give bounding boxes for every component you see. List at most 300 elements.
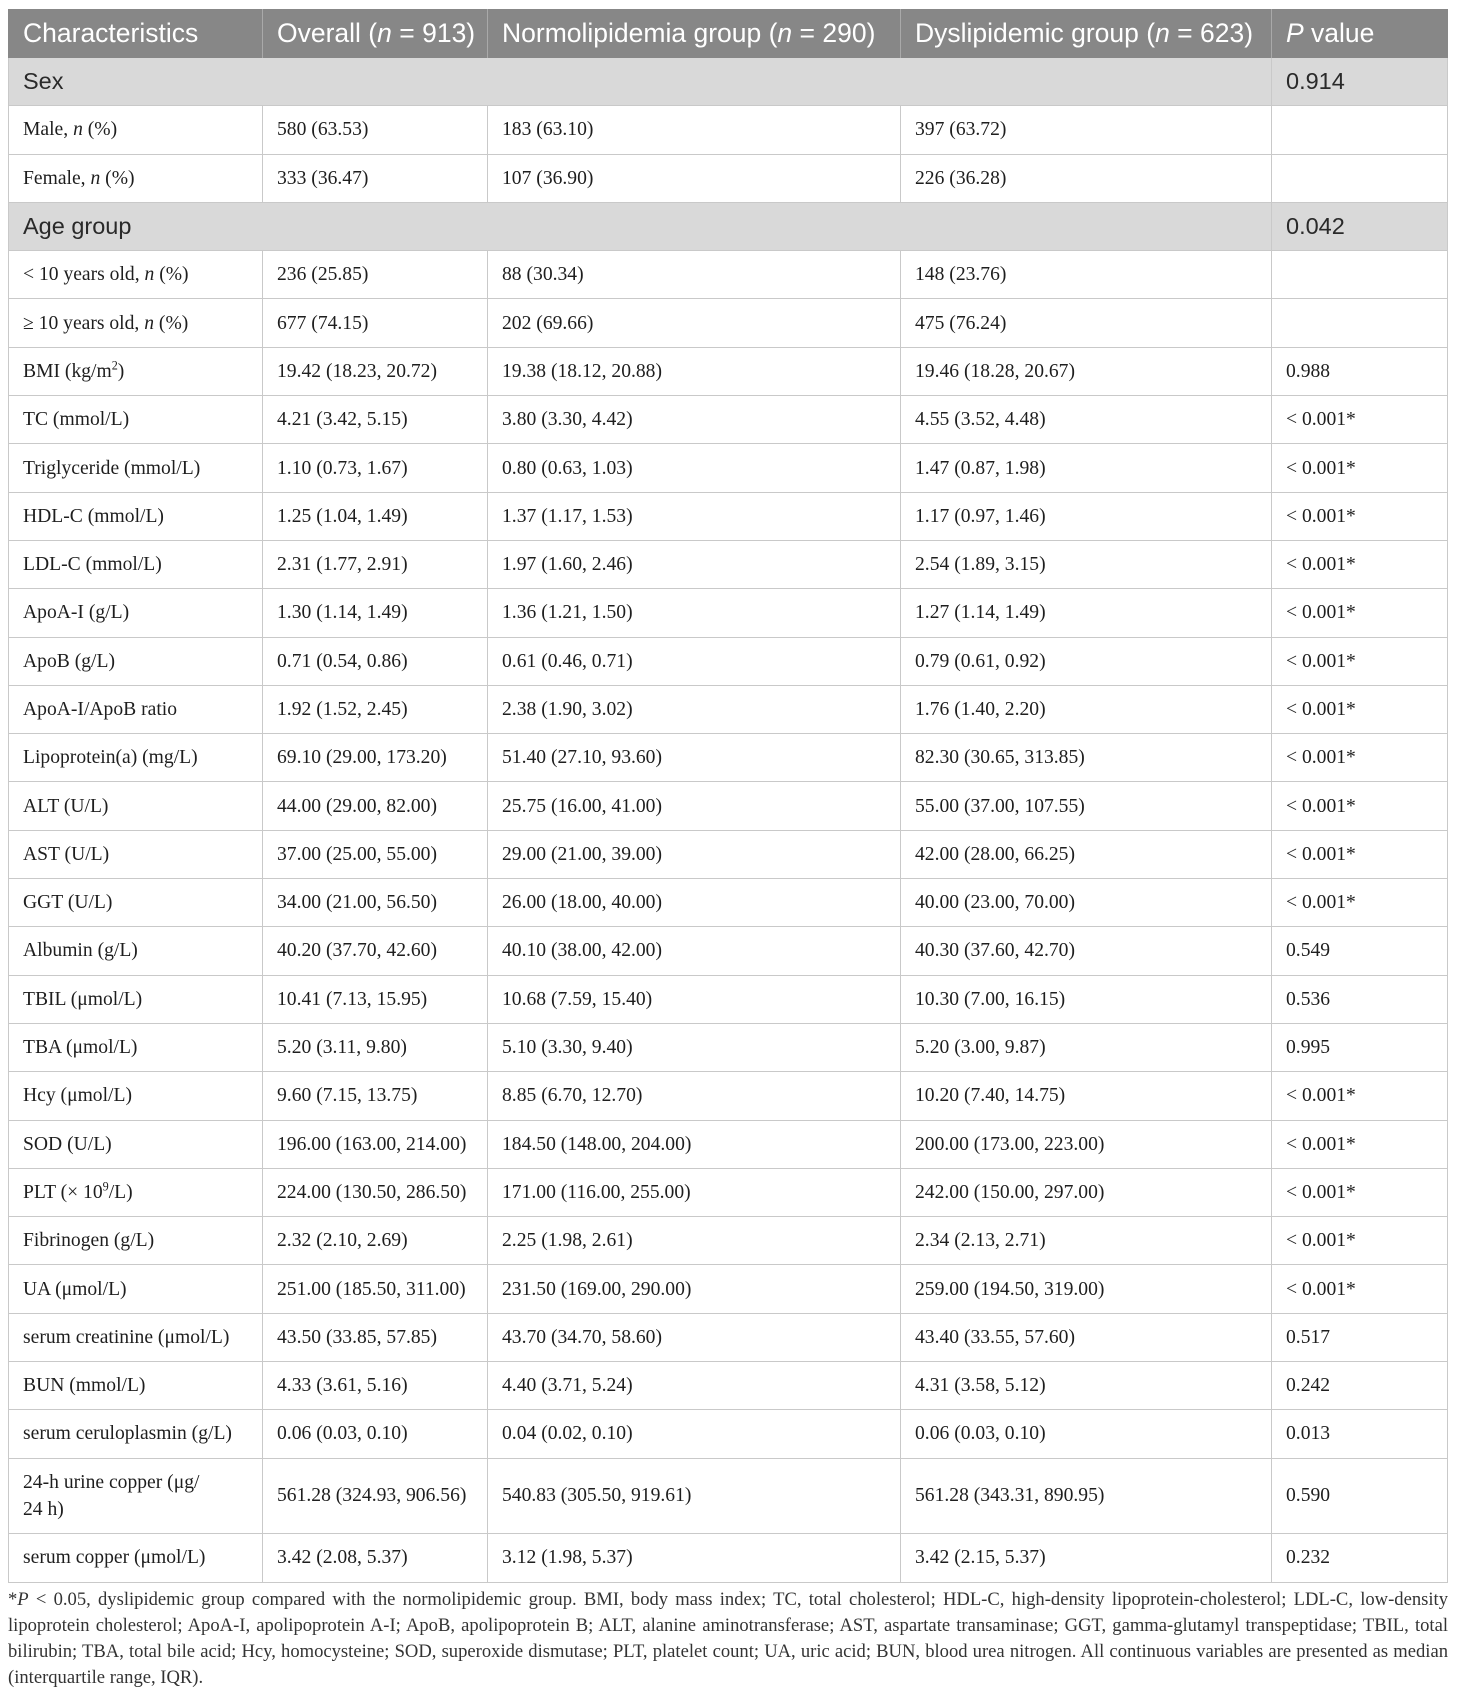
normolipidemia-value-cell (488, 299, 901, 346)
table-row (8, 927, 1448, 975)
normolipidemia-value-cell (488, 251, 901, 298)
p-value-cell (1272, 1217, 1448, 1264)
p-value: < 0.001* (1286, 1085, 1356, 1107)
overall-value: 4.33 (3.61, 5.16) (277, 1375, 408, 1397)
overall-value: 333 (36.47) (277, 167, 369, 189)
overall-value-cell (263, 1121, 488, 1168)
normolipidemia-value: 43.70 (34.70, 58.60) (502, 1326, 663, 1348)
p-value-cell (1272, 299, 1448, 346)
overall-value: 37.00 (25.00, 55.00) (277, 843, 438, 865)
normolipidemia-value: 183 (63.10) (502, 119, 594, 141)
p-value: < 0.001* (1286, 1230, 1356, 1252)
dyslipidemic-value: 3.42 (2.15, 5.37) (915, 1547, 1046, 1569)
overall-value: 1.10 (0.73, 1.67) (277, 457, 408, 479)
p-value: < 0.001* (1286, 409, 1356, 431)
text-segment: < 0.05, dyslipidemic group compared with the normolipidemic group. BMI, body mass index; TC, total cholesterol; HDL-C, high-density lipoprotein-cholesterol; LDL-C, low-density lipoprotein cholesterol; ApoA-I, apolipoprotein A-I; ApoB, apolipoprotein B; ALT, alanine aminotransferase; AST, aspartate transaminase; GGT, gamma-glutamyl transpeptidase; TBIL, total bilirubin; TBA, total bile acid; Hcy, homocysteine; SOD, superoxide dismutase; PLT, platelet count; UA, uric acid; BUN, blood urea nitrogen. All continuous variables are presented as median (interquartile range, IQR). (8, 1589, 1448, 1688)
table-row (8, 251, 1448, 299)
table-row (8, 879, 1448, 927)
normolipidemia-value: 1.36 (1.21, 1.50) (502, 602, 633, 624)
normolipidemia-value: 3.12 (1.98, 5.37) (502, 1547, 633, 1569)
overall-value-cell (263, 1217, 488, 1264)
normolipidemia-value: 1.97 (1.60, 2.46) (502, 554, 633, 576)
normolipidemia-value-cell (488, 106, 901, 153)
overall-value-cell (263, 444, 488, 491)
italic-text: n (144, 312, 155, 334)
table-row (8, 444, 1448, 492)
p-value: < 0.001* (1286, 1133, 1356, 1155)
normolipidemia-value: 19.38 (18.12, 20.88) (502, 360, 663, 382)
dyslipidemic-value: 19.46 (18.28, 20.67) (915, 360, 1076, 382)
normolipidemia-value-cell (488, 782, 901, 829)
p-value: < 0.001* (1286, 1278, 1356, 1300)
dyslipidemic-value-cell (901, 831, 1272, 878)
dyslipidemic-value: 55.00 (37.00, 107.55) (915, 795, 1085, 817)
table-row (8, 1534, 1448, 1582)
characteristic-cell (8, 976, 263, 1023)
characteristic-cell (8, 444, 263, 491)
text-group (23, 648, 115, 675)
italic-text: n (1155, 18, 1170, 48)
normolipidemia-value-cell (488, 348, 901, 395)
dyslipidemic-value: 226 (36.28) (915, 167, 1007, 189)
overall-value: 2.32 (2.10, 2.69) (277, 1230, 408, 1252)
text-segment: HDL-C (mmol/L) (23, 505, 164, 527)
text-segment: Albumin (g/L) (23, 940, 138, 962)
text-group (23, 937, 138, 964)
italic-text: n (73, 119, 83, 141)
text-group (23, 1469, 199, 1523)
overall-value-cell (263, 1410, 488, 1457)
section-p-value-cell (1272, 58, 1448, 105)
section-p-value-cell (1272, 203, 1448, 250)
dyslipidemic-value: 0.79 (0.61, 0.92) (915, 650, 1046, 672)
header-characteristics (8, 9, 263, 58)
p-value-cell (1272, 782, 1448, 829)
characteristic-cell (8, 879, 263, 926)
overall-value: 1.92 (1.52, 2.45) (277, 699, 408, 720)
text-segment: ) (117, 360, 125, 382)
overall-value-cell (263, 1362, 488, 1409)
overall-value-cell (263, 831, 488, 878)
dyslipidemic-value: 5.20 (3.00, 9.87) (915, 1037, 1046, 1059)
text-segment: serum creatinine (μmol/L) (23, 1326, 230, 1348)
dyslipidemic-value-cell (901, 348, 1272, 395)
p-value-cell (1272, 396, 1448, 443)
dyslipidemic-value: 1.17 (0.97, 1.46) (915, 505, 1046, 527)
text-group (23, 503, 164, 530)
dyslipidemic-value-cell (901, 976, 1272, 1023)
table-row (8, 541, 1448, 589)
dyslipidemic-value-cell (901, 734, 1272, 781)
text-group (23, 599, 129, 626)
p-value-cell (1272, 927, 1448, 974)
text-segment: ≥ 10 years old, (23, 312, 145, 334)
data-table (8, 9, 1448, 1583)
text-group (23, 1544, 205, 1571)
normolipidemia-value: 0.04 (0.02, 0.10) (502, 1423, 633, 1445)
characteristic-cell (8, 1459, 263, 1534)
overall-value: 34.00 (21.00, 56.50) (277, 892, 438, 914)
normolipidemia-value-cell (488, 155, 901, 202)
table-header-row (8, 9, 1448, 58)
text-group (23, 1227, 154, 1254)
text-segment: ALT (U/L) (23, 795, 109, 817)
normolipidemia-value: 1.37 (1.17, 1.53) (502, 505, 633, 527)
text-segment: (%) (82, 119, 118, 141)
p-value-cell (1272, 1534, 1448, 1581)
text-segment: (%) (154, 312, 189, 334)
overall-value-cell (263, 541, 488, 588)
dyslipidemic-value-cell (901, 782, 1272, 829)
p-value-cell (1272, 348, 1448, 395)
dyslipidemic-value-cell (901, 493, 1272, 540)
p-value-cell (1272, 1121, 1448, 1168)
dyslipidemic-value-cell (901, 927, 1272, 974)
dyslipidemic-value-cell (901, 879, 1272, 926)
p-value-cell (1272, 734, 1448, 781)
normolipidemia-value: 2.38 (1.90, 3.02) (502, 699, 633, 720)
characteristic-cell (8, 1217, 263, 1264)
section-row (8, 203, 1448, 251)
p-value: < 0.001* (1286, 747, 1356, 769)
dyslipidemic-value-cell (901, 444, 1272, 491)
p-value: 0.914 (1286, 68, 1345, 95)
dyslipidemic-value: 0.06 (0.03, 0.10) (915, 1423, 1046, 1445)
text-group (23, 841, 109, 868)
p-value: 0.013 (1286, 1423, 1331, 1445)
text-group (23, 1131, 112, 1158)
dyslipidemic-value-cell (901, 299, 1272, 346)
text-segment: BMI (kg/m (23, 360, 112, 382)
characteristic-cell (8, 782, 263, 829)
table-row (8, 1459, 1448, 1535)
overall-value: 580 (63.53) (277, 119, 369, 141)
text-group (23, 18, 198, 49)
p-value: < 0.001* (1286, 554, 1356, 576)
normolipidemia-value: 40.10 (38.00, 42.00) (502, 940, 663, 962)
text-group (8, 1589, 1448, 1688)
characteristic-cell (8, 638, 263, 685)
text-segment: 24 h) (23, 1498, 64, 1520)
overall-value-cell (263, 686, 488, 733)
table-row (8, 1362, 1448, 1410)
normolipidemia-value-cell (488, 686, 901, 733)
dyslipidemic-value: 1.27 (1.14, 1.49) (915, 602, 1046, 624)
p-value-cell (1272, 1265, 1448, 1312)
normolipidemia-value-cell (488, 831, 901, 878)
text-group (23, 1034, 137, 1061)
overall-value-cell (263, 976, 488, 1023)
text-group (23, 358, 124, 385)
p-value-cell (1272, 493, 1448, 540)
p-value-cell (1272, 589, 1448, 636)
dyslipidemic-value-cell (901, 155, 1272, 202)
text-group (277, 18, 475, 49)
dyslipidemic-value: 82.30 (30.65, 313.85) (915, 747, 1085, 769)
overall-value: 0.06 (0.03, 0.10) (277, 1423, 408, 1445)
table-row (8, 1024, 1448, 1072)
dyslipidemic-value: 1.76 (1.40, 2.20) (915, 699, 1046, 720)
dyslipidemic-value-cell (901, 1024, 1272, 1071)
text-segment: TC (mmol/L) (23, 409, 130, 431)
table-row (8, 396, 1448, 444)
normolipidemia-value: 51.40 (27.10, 93.60) (502, 747, 663, 769)
text-segment: LDL-C (mmol/L) (23, 554, 162, 576)
normolipidemia-value-cell (488, 1024, 901, 1071)
text-group (23, 406, 129, 433)
text-segment: /L) (108, 1181, 133, 1203)
dyslipidemic-value: 2.54 (1.89, 3.15) (915, 554, 1046, 576)
normolipidemia-value-cell (488, 879, 901, 926)
normolipidemia-value: 184.50 (148.00, 204.00) (502, 1133, 692, 1155)
text-segment: < 10 years old, (23, 264, 145, 286)
table-row (8, 155, 1448, 203)
normolipidemia-value: 29.00 (21.00, 39.00) (502, 843, 663, 865)
overall-value: 3.42 (2.08, 5.37) (277, 1547, 408, 1569)
p-value-cell (1272, 686, 1448, 733)
text-group (23, 793, 108, 820)
text-segment: UA (μmol/L) (23, 1278, 127, 1300)
overall-value-cell (263, 1072, 488, 1119)
header-normolipidemia-group (488, 9, 901, 58)
normolipidemia-value: 88 (30.34) (502, 264, 584, 286)
table-row (8, 831, 1448, 879)
table-row (8, 1410, 1448, 1458)
text-group (23, 744, 198, 771)
characteristic-cell (8, 589, 263, 636)
table-row (8, 1169, 1448, 1217)
header-p-value (1272, 9, 1448, 58)
normolipidemia-value: 25.75 (16.00, 41.00) (502, 795, 663, 817)
p-value: < 0.001* (1286, 843, 1356, 865)
p-value-cell (1272, 1410, 1448, 1457)
normolipidemia-value-cell (488, 1410, 901, 1457)
normolipidemia-value-cell (488, 541, 901, 588)
text-segment: * (8, 1589, 18, 1610)
overall-value: 10.41 (7.13, 15.95) (277, 988, 428, 1010)
overall-value-cell (263, 1024, 488, 1071)
normolipidemia-value: 171.00 (116.00, 255.00) (502, 1181, 691, 1203)
normolipidemia-value-cell (488, 493, 901, 540)
overall-value-cell (263, 396, 488, 443)
normolipidemia-value-cell (488, 1314, 901, 1361)
normolipidemia-value-cell (488, 1534, 901, 1581)
text-segment: = 623) (1169, 18, 1254, 48)
p-value-cell (1272, 1314, 1448, 1361)
characteristic-cell (8, 1265, 263, 1312)
overall-value: 251.00 (185.50, 311.00) (277, 1278, 466, 1300)
overall-value-cell (263, 106, 488, 153)
dyslipidemic-value: 200.00 (173.00, 223.00) (915, 1133, 1105, 1155)
overall-value-cell (263, 1314, 488, 1361)
dyslipidemic-value: 242.00 (150.00, 297.00) (915, 1181, 1105, 1203)
text-segment: ApoB (g/L) (23, 650, 115, 672)
section-label-cell (8, 203, 1272, 250)
overall-value-cell (263, 782, 488, 829)
section-label: Sex (23, 68, 64, 95)
overall-value: 9.60 (7.15, 13.75) (277, 1085, 418, 1107)
table-row (8, 493, 1448, 541)
normolipidemia-value-cell (488, 638, 901, 685)
text-segment: (%) (154, 264, 189, 286)
text-segment: Hcy (μmol/L) (23, 1085, 132, 1107)
normolipidemia-value-cell (488, 1362, 901, 1409)
normolipidemia-value: 8.85 (6.70, 12.70) (502, 1085, 643, 1107)
normolipidemia-value: 0.61 (0.46, 0.71) (502, 650, 633, 672)
dyslipidemic-value-cell (901, 1362, 1272, 1409)
dyslipidemic-value-cell (901, 1217, 1272, 1264)
p-value-cell (1272, 251, 1448, 298)
text-segment: GGT (U/L) (23, 892, 113, 914)
characteristic-cell (8, 348, 263, 395)
dyslipidemic-value-cell (901, 1534, 1272, 1581)
normolipidemia-value-cell (488, 396, 901, 443)
overall-value: 44.00 (29.00, 82.00) (277, 795, 438, 817)
p-value-cell (1272, 1024, 1448, 1071)
text-group (23, 696, 177, 723)
p-value-cell (1272, 444, 1448, 491)
table-row (8, 106, 1448, 154)
table-row (8, 734, 1448, 782)
characteristic-cell (8, 927, 263, 974)
characteristic-cell (8, 251, 263, 298)
italic-text: n (90, 167, 101, 189)
text-group (23, 1179, 133, 1206)
normolipidemia-value-cell (488, 444, 901, 491)
normolipidemia-value: 10.68 (7.59, 15.40) (502, 988, 653, 1010)
text-group (23, 1372, 145, 1399)
text-group (1286, 18, 1374, 49)
p-value-cell (1272, 155, 1448, 202)
p-value-cell (1272, 1459, 1448, 1534)
overall-value: 5.20 (3.11, 9.80) (277, 1037, 407, 1059)
p-value: < 0.001* (1286, 699, 1356, 720)
dyslipidemic-value: 561.28 (343.31, 890.95) (915, 1485, 1105, 1507)
characteristic-cell (8, 155, 263, 202)
p-value: < 0.001* (1286, 892, 1356, 914)
italic-text: P (1286, 18, 1304, 48)
p-value-cell (1272, 1072, 1448, 1119)
characteristic-cell (8, 734, 263, 781)
dyslipidemic-value: 40.30 (37.60, 42.70) (915, 940, 1076, 962)
italic-text: P (17, 1589, 29, 1610)
overall-value: 0.71 (0.54, 0.86) (277, 650, 408, 672)
text-segment: Fibrinogen (g/L) (23, 1230, 155, 1252)
header-overall (263, 9, 488, 58)
text-segment: Characteristics (23, 18, 199, 48)
normolipidemia-value-cell (488, 734, 901, 781)
table-row (8, 348, 1448, 396)
characteristic-cell (8, 831, 263, 878)
characteristic-cell (8, 1169, 263, 1216)
p-value: < 0.001* (1286, 602, 1356, 624)
normolipidemia-value: 0.80 (0.63, 1.03) (502, 457, 633, 479)
text-group (23, 1420, 232, 1447)
p-value: < 0.001* (1286, 1181, 1356, 1203)
table-row (8, 1217, 1448, 1265)
dyslipidemic-value-cell (901, 106, 1272, 153)
overall-value-cell (263, 1169, 488, 1216)
normolipidemia-value: 231.50 (169.00, 290.00) (502, 1278, 692, 1300)
text-segment: serum copper (μmol/L) (23, 1547, 206, 1569)
p-value: 0.536 (1286, 988, 1331, 1010)
text-segment: Normolipidemia group ( (502, 18, 778, 48)
overall-value: 4.21 (3.42, 5.15) (277, 409, 408, 431)
text-segment: = 913) (391, 18, 476, 48)
dyslipidemic-value: 475 (76.24) (915, 312, 1007, 334)
table-row (8, 686, 1448, 734)
text-segment: ApoA-I/ApoB ratio (23, 699, 178, 720)
dyslipidemic-value-cell (901, 396, 1272, 443)
p-value: 0.232 (1286, 1547, 1331, 1569)
characteristic-cell (8, 106, 263, 153)
dyslipidemic-value: 42.00 (28.00, 66.25) (915, 843, 1076, 865)
dyslipidemic-value-cell (901, 251, 1272, 298)
text-segment: = 290) (792, 18, 876, 48)
superscript-text: 9 (102, 1179, 109, 1194)
dyslipidemic-value-cell (901, 1121, 1272, 1168)
dyslipidemic-value-cell (901, 1314, 1272, 1361)
overall-value: 561.28 (324.93, 906.56) (277, 1485, 467, 1507)
overall-value: 43.50 (33.85, 57.85) (277, 1326, 438, 1348)
characteristic-cell (8, 1534, 263, 1581)
overall-value-cell (263, 638, 488, 685)
normolipidemia-value: 540.83 (305.50, 919.61) (502, 1485, 692, 1507)
characteristic-cell (8, 1314, 263, 1361)
text-group (23, 261, 189, 288)
p-value-cell (1272, 106, 1448, 153)
text-group (23, 165, 135, 192)
text-segment: TBA (μmol/L) (23, 1037, 138, 1059)
text-group (23, 1324, 229, 1351)
dyslipidemic-value: 10.20 (7.40, 14.75) (915, 1085, 1066, 1107)
p-value: 0.549 (1286, 940, 1331, 962)
dyslipidemic-value: 4.31 (3.58, 5.12) (915, 1375, 1046, 1397)
text-group (915, 18, 1253, 49)
p-value-cell (1272, 831, 1448, 878)
overall-value: 677 (74.15) (277, 312, 369, 334)
p-value-cell (1272, 638, 1448, 685)
dyslipidemic-value-cell (901, 1072, 1272, 1119)
text-segment: Lipoprotein(a) (mg/L) (23, 747, 198, 769)
normolipidemia-value: 107 (36.90) (502, 167, 594, 189)
dyslipidemic-value: 397 (63.72) (915, 119, 1007, 141)
p-value: 0.517 (1286, 1326, 1331, 1348)
table-row (8, 638, 1448, 686)
overall-value-cell (263, 299, 488, 346)
characteristic-cell (8, 1410, 263, 1457)
dyslipidemic-value: 148 (23.76) (915, 264, 1007, 286)
normolipidemia-value-cell (488, 1265, 901, 1312)
overall-value: 69.10 (29.00, 173.20) (277, 747, 447, 769)
text-group (502, 18, 875, 49)
overall-value-cell (263, 251, 488, 298)
overall-value: 1.25 (1.04, 1.49) (277, 505, 408, 527)
section-label: Age group (23, 213, 132, 240)
text-group (23, 1082, 132, 1109)
dyslipidemic-value: 2.34 (2.13, 2.71) (915, 1230, 1046, 1252)
overall-value-cell (263, 1265, 488, 1312)
overall-value-cell (263, 589, 488, 636)
p-value: 0.988 (1286, 360, 1331, 382)
table-row (8, 1121, 1448, 1169)
normolipidemia-value: 4.40 (3.71, 5.24) (502, 1375, 633, 1397)
dyslipidemic-value-cell (901, 1169, 1272, 1216)
characteristic-cell (8, 1024, 263, 1071)
text-group (23, 551, 162, 578)
table-row (8, 299, 1448, 347)
text-segment: serum ceruloplasmin (g/L) (23, 1423, 232, 1445)
